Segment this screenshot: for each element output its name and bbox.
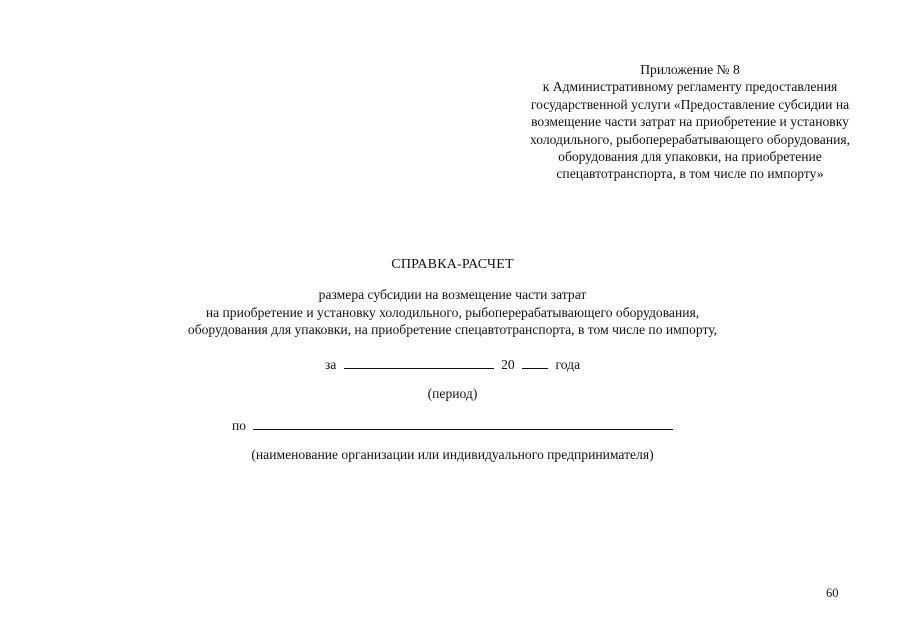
page-number: 60	[826, 586, 839, 600]
organization-blank-field	[253, 416, 673, 430]
appendix-line: возмещение части затрат на приобретение и установку	[531, 114, 849, 130]
subject-line: размера субсидии на возмещение части затрат	[318, 287, 587, 302]
appendix-line: оборудования для упаковки, на приобретение	[558, 149, 822, 165]
period-blank-field	[344, 355, 494, 369]
document-title: СПРАВКА-РАСЧЕТ	[391, 257, 514, 272]
appendix-header	[490, 61, 890, 183]
document-subject	[0, 286, 905, 339]
organization-line	[232, 416, 673, 435]
organization-prefix: по	[232, 418, 247, 433]
subject-line: оборудования для упаковки, на приобретение спецавтотранспорта, в том числе по импорту,	[187, 322, 718, 338]
appendix-line: Приложение № 8	[640, 62, 740, 77]
appendix-line: холодильного, рыбоперерабатывающего оборудования,	[529, 131, 851, 147]
period-prefix: за	[324, 357, 337, 372]
period-suffix: года	[555, 357, 581, 372]
appendix-line: государственной услуги «Предоставление субсидии на	[530, 96, 850, 112]
period-line	[0, 355, 905, 374]
period-caption: (период)	[427, 386, 478, 401]
subject-line: на приобретение и установку холодильного, рыбоперерабатывающего оборудования,	[205, 304, 700, 320]
appendix-line: к Административному регламенту предоставления	[542, 79, 838, 95]
year-blank-field	[522, 355, 548, 369]
year-prefix: 20	[501, 357, 515, 372]
organization-caption: (наименование организации или индивидуального предпринимателя)	[251, 447, 654, 462]
appendix-line: спецавтотранспорта, в том числе по импорту»	[556, 166, 824, 182]
